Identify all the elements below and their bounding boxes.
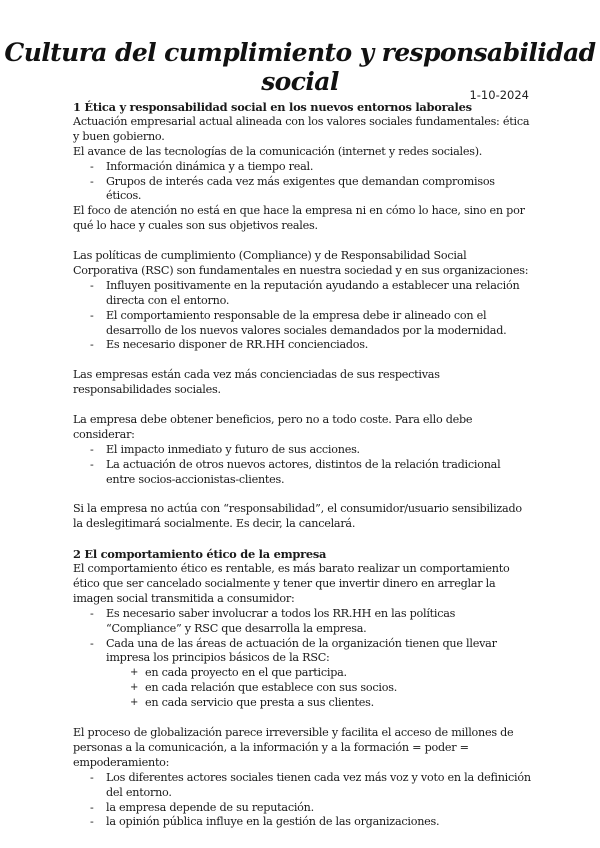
bullet-list bbox=[73, 771, 531, 831]
list-item: - Es necesario disponer de RR.HH concienciados. bbox=[106, 338, 531, 353]
list-item: - Es necesario saber involucrar a todos los RR.HH en las políticas “Compliance” y RSC que desarrolla la empresa. bbox=[106, 607, 531, 637]
paragraph: Las políticas de cumplimiento (Compliance) y de Responsabilidad Social Corporativa (RSC) son fundamentales en nuestra sociedad y en sus organizaciones: bbox=[73, 249, 529, 277]
sub-bullet-list bbox=[73, 666, 531, 711]
paragraph: La empresa debe obtener beneficios, pero no a todo coste. Para ello debe considerar: bbox=[73, 412, 473, 441]
list-item: + en cada proyecto en el que participa. bbox=[145, 666, 531, 681]
paragraph: El proceso de globalización parece irreversible y facilita el acceso de millones de personas a la comunicación, a la información y a la formación = poder = empoderamiento: bbox=[73, 725, 514, 769]
document-body bbox=[73, 100, 531, 830]
document-date: 1-10-2024 bbox=[469, 88, 529, 102]
list-item: - Cada una de las áreas de actuación de la organización tienen que llevar impresa los principios básicos de la RSC: bbox=[106, 637, 531, 667]
list-item: - El impacto inmediato y futuro de sus acciones. bbox=[106, 443, 531, 458]
list-item: - Información dinámica y a tiempo real. bbox=[106, 160, 531, 175]
bullet-list bbox=[73, 160, 531, 205]
paragraph: El foco de atención no está en que hace la empresa ni en cómo lo hace, sino en por qué lo hace y cuales son sus objetivos reales. bbox=[73, 204, 525, 233]
paragraph: Actuación empresarial actual alineada con los valores sociales fundamentales: ética y buen gobierno. bbox=[73, 114, 530, 143]
list-item: - Grupos de interés cada vez más exigentes que demandan compromisos éticos. bbox=[106, 175, 531, 205]
document-title: Cultura del cumplimiento y responsabilidad social bbox=[4, 38, 596, 96]
bullet-list bbox=[73, 607, 531, 667]
bullet-list bbox=[73, 279, 531, 354]
paragraph: Si la empresa no actúa con “responsabilidad”, el consumidor/usuario sensibilizado la deslegitimará socialmente. Es decir, la cancelará. bbox=[73, 502, 522, 531]
list-item: - Los diferentes actores sociales tienen cada vez más voz y voto en la definición del entorno. bbox=[106, 771, 531, 801]
bullet-list bbox=[73, 443, 531, 488]
list-item: - la empresa depende de su reputación. bbox=[106, 801, 531, 816]
paragraph: Las empresas están cada vez más concienciadas de sus respectivas responsabilidades sociales. bbox=[73, 368, 440, 397]
paragraph: El avance de las tecnologías de la comunicación (internet y redes sociales). bbox=[73, 144, 483, 158]
list-item: - la opinión pública influye en la gestión de las organizaciones. bbox=[106, 815, 531, 830]
section-1-heading: 1 Ética y responsabilidad social en los nuevos entornos laborales bbox=[73, 100, 472, 114]
section-2-heading: 2 El comportamiento ético de la empresa bbox=[73, 547, 327, 562]
list-item: - Influyen positivamente en la reputación ayudando a establecer una relación directa con el entorno. bbox=[106, 279, 531, 309]
paragraph: El comportamiento ético es rentable, es más barato realizar un comportamiento ético que ser cancelado socialmente y tener que invertir dinero en arreglar la imagen social transmitida a consumidor: bbox=[73, 562, 510, 605]
list-item: - El comportamiento responsable de la empresa debe ir alineado con el desarrollo de los nuevos valores sociales demandados por la modernidad. bbox=[106, 309, 531, 339]
list-item: + en cada servicio que presta a sus clientes. bbox=[145, 696, 531, 711]
list-item: - La actuación de otros nuevos actores, distintos de la relación tradicional entre socios-accionistas-clientes. bbox=[106, 458, 531, 488]
list-item: + en cada relación que establece con sus socios. bbox=[145, 681, 531, 696]
